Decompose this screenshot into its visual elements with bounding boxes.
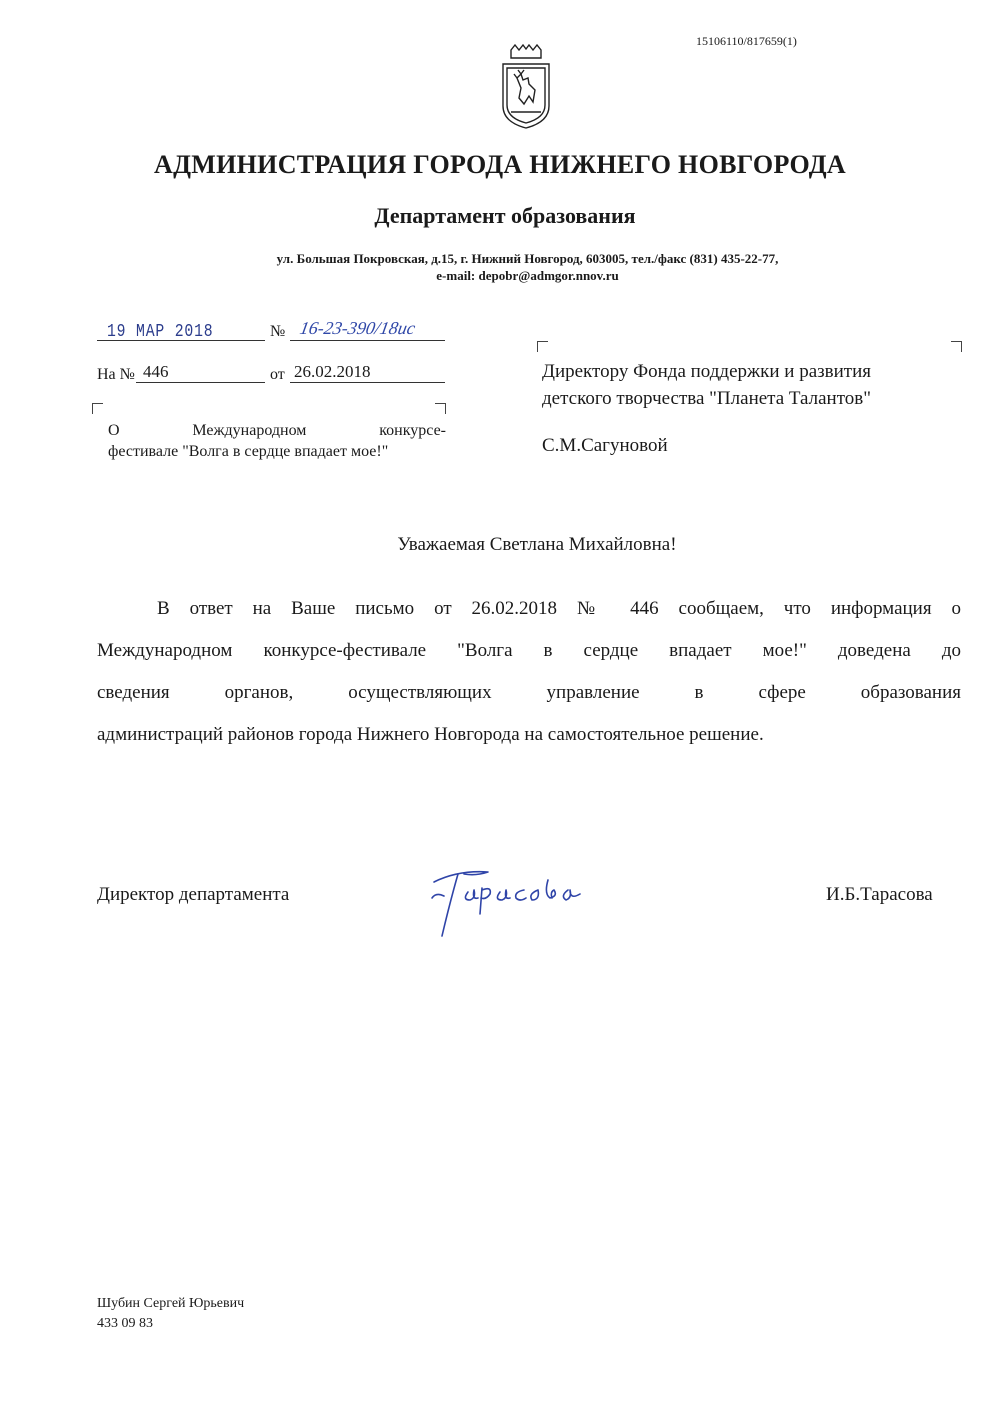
reply-date: 26.02.2018 [294,362,371,381]
registration-number: 16-23-390/18ис [298,318,417,338]
letter-body [97,588,961,756]
subject-line: О Международном конкурсе- [108,422,446,439]
executor-phone: 433 09 83 [97,1316,153,1331]
body-line: сведения органов, осуществляющих управление в сфере образования [97,682,961,703]
letter-subject [108,420,446,462]
executor-block [97,1294,244,1334]
subject-line: фестивале "Волга в сердце впадает мое!" [108,443,389,460]
number-label: № [270,323,286,340]
body-line: администраций районов города Нижнего Новгорода на самостоятельное решение. [97,724,764,745]
document-id: 15106110/817659(1) [696,34,797,48]
body-line: Международном конкурсе-фестивале "Волга в сердце впадает мое!" доведена до [97,640,961,661]
recipient-name: С.М.Сагуновой [542,435,668,456]
email-line: e-mail: depobr@admgor.nnov.ru [436,268,619,283]
signatory-name: И.Б.Тарасова [826,884,933,905]
signatory-title: Директор департамента [97,884,290,905]
recipient-corner-right [951,341,962,352]
executor-name: Шубин Сергей Юрьевич [97,1296,245,1311]
recipient-corner-left [537,341,548,352]
organization-title: АДМИНИСТРАЦИЯ ГОРОДА НИЖНЕГО НОВГОРОДА [154,150,846,179]
city-emblem-icon [497,44,555,130]
greeting: Уважаемая Светлана Михайловна! [397,534,677,555]
reply-label: На № [97,366,135,383]
body-line: В ответ на Ваше письмо от 26.02.2018 № 446 сообщаем, что информация о [157,598,961,619]
recipient-line: детского творчества "Планета Талантов" [542,388,871,409]
address-block [0,250,1000,284]
handwritten-signature [428,852,588,944]
address-line: ул. Большая Покровская, д.15, г. Нижний Новгород, 603005, тел./факс (831) 435-22-77, [276,251,779,266]
subject-corner-left [92,403,103,414]
subject-corner-right [435,403,446,414]
reply-date-label: от [270,366,285,383]
recipient-line: Директору Фонда поддержки и развития [542,361,871,382]
date-stamp: 19 МАР 2018 [107,322,214,342]
department-title: Департамент образования [374,203,636,228]
recipient-block [542,358,871,412]
reply-number: 446 [143,362,169,381]
